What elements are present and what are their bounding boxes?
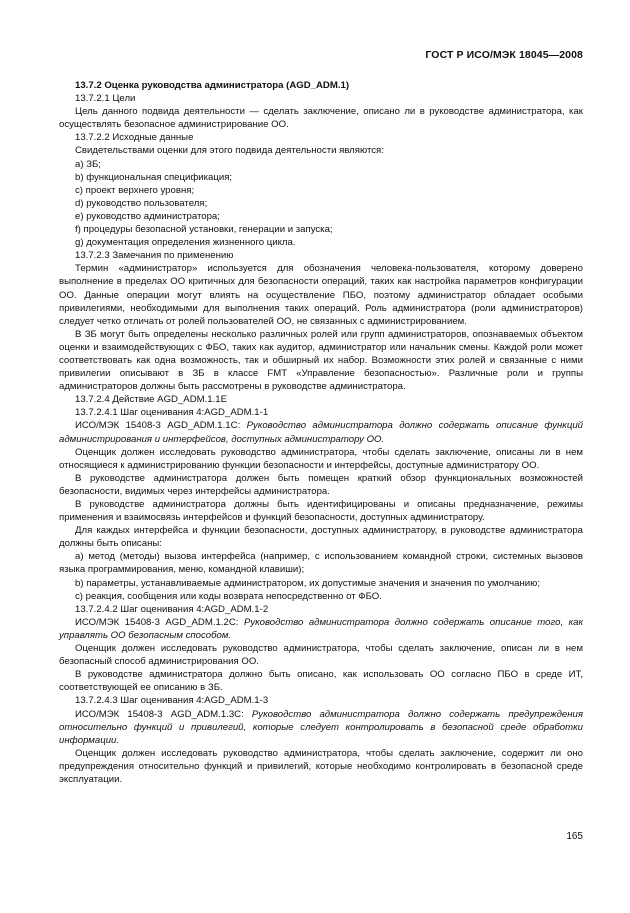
requirement-lead: ИСО/МЭК 15408-3 AGD_ADM.1.3C: (75, 708, 252, 720)
paragraph: Термин «администратор» используется для обозначения человека-пользователя, которому доверено выполнение в пределах ОО критичных для безопасности операций, таких как настройка параметров конфигурации ОО. Данные операции могут влиять на осуществление ПБО, поэтому администратор обладает особыми привилегиями, необходимыми для выполнения таких операций. Роль администратора (роли администраторов) следует четко отличать от ролей пользователей ОО, не связанных с администрированием. (59, 263, 583, 327)
paragraph: Свидетельствами оценки для этого подвида деятельности являются: (75, 145, 384, 157)
list-item: с) реакция, сообщения или коды возврата непосредственно от ФБО. (75, 590, 382, 602)
section-heading: 13.7.2 Оценка руководства администратора (AGD_ADM.1) (75, 80, 350, 91)
subsection-heading: 13.7.2.4.1 Шаг оценивания 4:AGD_ADM.1-1 (75, 407, 269, 419)
list-item: g) документация определения жизненного цикла. (75, 237, 296, 249)
running-header: ГОСТ Р ИСО/МЭК 18045—2008 (425, 49, 583, 61)
subsection-heading: 13.7.2.1 Цели (75, 93, 136, 105)
list-item: d) руководство пользователя; (75, 197, 208, 209)
list-item: c) проект верхнего уровня; (75, 184, 195, 196)
list-item: а) метод (методы) вызова интерфейса (например, с использованием командной строки, системных вызовов языка программирования, меню, командной клавиши); (59, 551, 583, 576)
page-number: 165 (566, 831, 583, 842)
paragraph: В ЗБ могут быть определены несколько различных ролей или групп администраторов, опознаваемых объектом оценки и взаимодействующих с ФБО, таких как аудитор, администратор или начальник смены. Каждой роли может соответствовать как одна возможность, так и обширный их набор. Возможности этих ролей и связанные с ними привилегии описывают в ЗБ в классе FMT «Управление безопасностью». Различные роли и группы администраторов должны быть рассмотрены в руководстве администратора. (59, 328, 583, 393)
subsection-heading: 13.7.2.4 Действие AGD_ADM.1.1E (75, 394, 228, 406)
requirement-paragraph (59, 419, 583, 445)
requirement-lead: ИСО/МЭК 15408-3 AGD_ADM.1.2C: (75, 616, 244, 628)
requirement-text: Руководство администратора должно содержать описание функций администрирования и интерфейсов, доступных администратору ОО. (59, 420, 583, 445)
list-item: b) функциональная спецификация; (75, 171, 233, 183)
paragraph: Оценщик должен исследовать руководство администратора, чтобы сделать заключение, описаны ли в нем относящиеся к администрированию функции безопасности и интерфейсы, доступные администратору ОО. (59, 446, 583, 471)
requirement-paragraph (59, 616, 583, 642)
document-body (59, 79, 583, 786)
requirement-text: Руководство администратора должно содержать предупреждения относительно функций и привилегий, которые следует контролировать в безопасной среде обработки информации. (59, 708, 583, 746)
paragraph: В руководстве администратора должно быть описано, как использовать ОО согласно ПБО в среде ИТ, соответствующей ее описанию в ЗБ. (59, 669, 583, 694)
paragraph: В руководстве администратора должны быть идентифицированы и описаны предназначение, режимы применения и взаимосвязь интерфейсов и функций безопасности, доступных администратору. (59, 499, 583, 524)
requirement-lead: ИСО/МЭК 15408-3 AGD_ADM.1.1C: (75, 420, 247, 432)
subsection-heading: 13.7.2.4.3 Шаг оценивания 4:AGD_ADM.1-3 (75, 695, 269, 707)
paragraph: Для каждых интерфейса и функции безопасности, доступных администратору, в руководстве администратора должны быть описаны: (59, 525, 583, 550)
paragraph: Оценщик должен исследовать руководство администратора, чтобы сделать заключение, описан ли в нем безопасный способ администрирования ОО. (59, 643, 583, 668)
requirement-text: Руководство администратора должно содержать описание того, как управлять ОО безопасным способом. (59, 616, 583, 641)
subsection-heading: 13.7.2.4.2 Шаг оценивания 4:AGD_ADM.1-2 (75, 603, 269, 615)
paragraph: В руководстве администратора должен быть помещен краткий обзор функциональных возможностей безопасности, видимых через интерфейсы администратора. (59, 472, 583, 497)
list-item: e) руководство администратора; (75, 210, 220, 222)
subsection-heading: 13.7.2.2 Исходные данные (75, 132, 194, 144)
list-item: f) процедуры безопасной установки, генерации и запуска; (75, 224, 333, 236)
subsection-heading: 13.7.2.3 Замечания по применению (75, 250, 234, 262)
paragraph: Цель данного подвида деятельности — сделать заключение, описано ли в руководстве администратора, как осуществлять безопасное администрирование ОО. (59, 106, 583, 131)
list-item: b) параметры, устанавливаемые администратором, их допустимые значения и значения по умолчанию; (75, 577, 541, 589)
requirement-paragraph (59, 708, 583, 747)
list-item: а) ЗБ; (75, 158, 101, 170)
paragraph: Оценщик должен исследовать руководство администратора, чтобы сделать заключение, содержит ли оно предупреждения относительно функций и привилегий, которые необходимо контролировать в безопасной среде эксплуатации. (59, 747, 583, 785)
